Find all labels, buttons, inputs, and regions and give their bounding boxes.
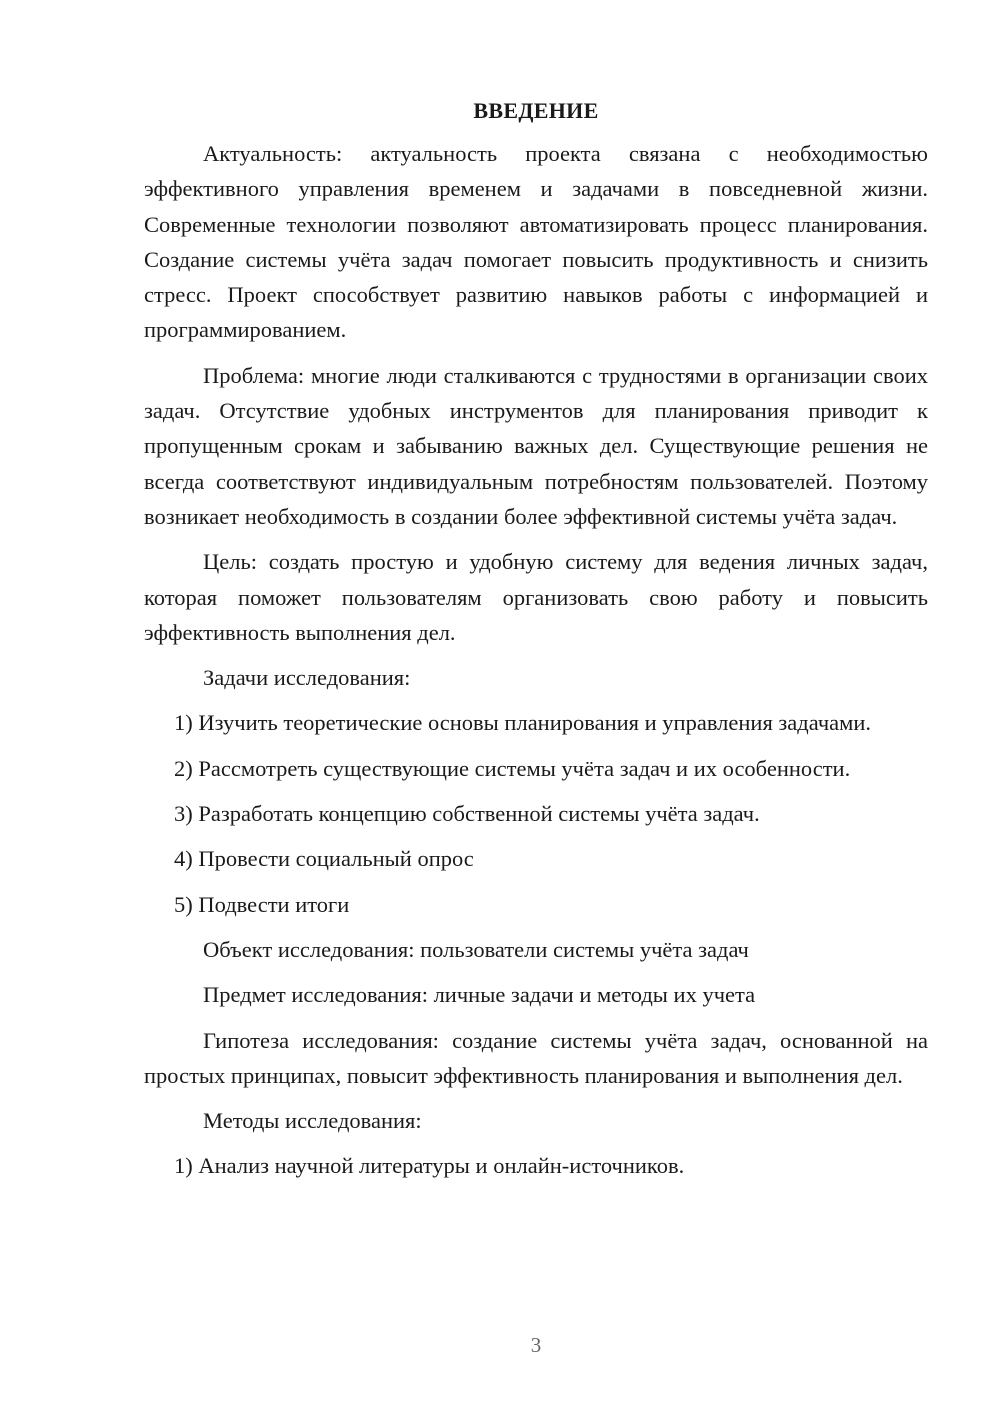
method-item-1: 1) Анализ научной литературы и онлайн-источников. xyxy=(174,1153,685,1179)
hypothesis-paragraph: Гипотеза исследования: создание системы учёта задач, основанной на простых принципах, повысит эффективность планирования и выполнения дел. xyxy=(144,1027,928,1088)
problem-paragraph: Проблема: многие люди сталкиваются с трудностями в организации своих задач. Отсутствие удобных инструментов для планирования приводит к пропущенным срокам и забыванию важных дел. Существующие решения не всегда соответствуют индивидуальным потребностям пользователей. Поэтому возникает необходимость в создании более эффективной системы учёта задач. xyxy=(144,362,928,529)
research-object: Объект исследования: пользователи системы учёта задач xyxy=(203,936,749,962)
relevance-paragraph: Актуальность: актуальность проекта связана с необходимостью эффективного управления временем и задачами в повседневной жизни. Современные технологии позволяют автоматизировать процесс планирования. Создание системы учёта задач помогает повысить продуктивность и снизить стресс. Проект способствует развитию навыков работы с информацией и программированием. xyxy=(144,141,928,343)
task-item-1: 1) Изучить теоретические основы планирования и управления задачами. xyxy=(174,710,872,736)
task-item-2: 2) Рассмотреть существующие системы учёта задач и их особенности. xyxy=(174,755,851,781)
page-title: ВВЕДЕНИЕ xyxy=(473,98,599,123)
goal-paragraph: Цель: создать простую и удобную систему для ведения личных задач, которая поможет пользователям организовать свою работу и повысить эффективность выполнения дел. xyxy=(144,549,928,645)
methods-heading: Методы исследования: xyxy=(203,1108,422,1134)
task-item-4: 4) Провести социальный опрос xyxy=(174,846,474,872)
research-subject: Предмет исследования: личные задачи и методы их учета xyxy=(203,982,756,1008)
task-item-5: 5) Подвести итоги xyxy=(174,891,350,917)
tasks-heading: Задачи исследования: xyxy=(203,665,411,691)
document-page xyxy=(144,94,928,1194)
task-item-3: 3) Разработать концепцию собственной системы учёта задач. xyxy=(174,801,760,827)
page-number: 3 xyxy=(530,1333,542,1357)
